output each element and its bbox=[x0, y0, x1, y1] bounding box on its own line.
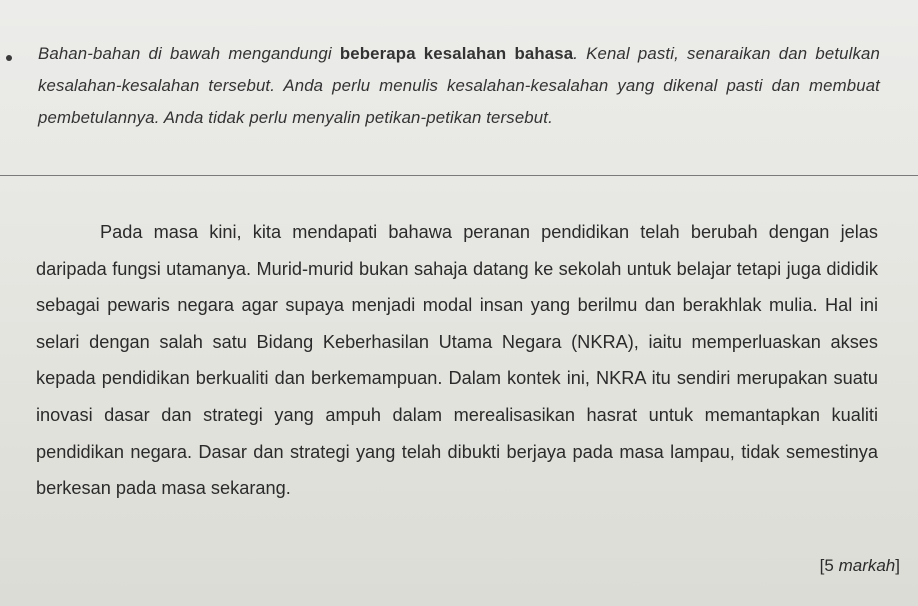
instructions-text-start: Bahan-bahan di bawah mengandungi bbox=[38, 44, 340, 63]
marks-open: [5 bbox=[819, 556, 839, 575]
passage-text: Pada masa kini, kita mendapati bahawa peranan pendidikan telah berubah dengan jelas daripada fungsi utamanya. Murid-murid bukan sahaja datang ke sekolah untuk belajar tetapi juga dididik sebagai pewaris negara agar supaya menjadi modal insan yang berilmu dan berakhlak mulia. Hal ini selari dengan salah satu Bidang Keberhasilan Utama Negara (NKRA), iaitu memperluaskan akses kepada pendidikan berkualiti dan berkemampuan. Dalam kontek ini, NKRA itu sendiri merupakan suatu inovasi dasar dan strategi yang ampuh dalam merealisasikan hasrat untuk memantapkan kualiti pendidikan negara. Dasar dan strategi yang telah dibukti berjaya pada masa lampau, tidak semestinya berkesan pada masa sekarang. bbox=[36, 222, 878, 499]
passage-paragraph bbox=[36, 214, 878, 507]
marks-close: ] bbox=[895, 556, 900, 575]
question-instructions bbox=[38, 38, 880, 134]
marks-word: markah bbox=[838, 556, 896, 575]
horizontal-divider bbox=[0, 175, 918, 176]
bullet-mark bbox=[6, 55, 12, 61]
instructions-bold-text: beberapa kesalahan bahasa bbox=[339, 44, 574, 63]
instructions-text-end: . Kenal pasti, senaraikan dan betulkan kesalahan-kesalahan tersebut. Anda perlu menulis kesalahan-kesalahan yang dikenal pasti dan membuat pembetulannya. Anda tidak perlu menyalin petikan-petikan tersebut. bbox=[38, 44, 881, 127]
marks-label bbox=[820, 556, 900, 576]
